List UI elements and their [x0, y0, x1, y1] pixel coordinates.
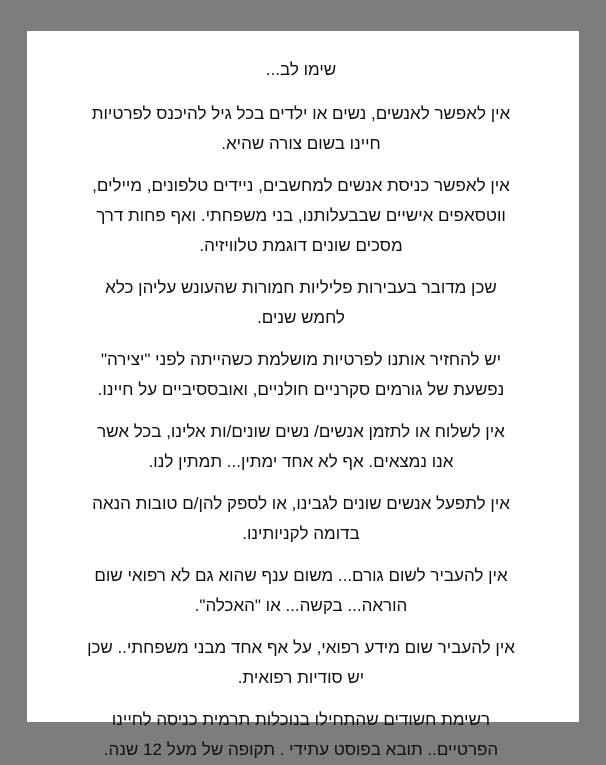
paragraph-6: אין לתפעל אנשים שונים לגבינו, או לספק להן/ם טובות הנאה בדומה לקניותינו. [92, 494, 510, 543]
paragraph-4: יש להחזיר אותנו לפרטיות מושלמת כשהייתה לפני "יצירה" נפשעת של גורמים סקרניים חולניים, ואובססיביים על חיינו. [97, 350, 505, 399]
paragraph-9: רשימת חשודים שהתחילו בנוכלות תרמית כניסה לחיינו הפרטיים.. תובא בפוסט עתידי . תקופה של מעל 12 שנה. [103, 710, 499, 759]
paragraph-3: שכן מדובר בעבירות פליליות חמורות שהעונש עליהן כלא לחמש שנים. [105, 278, 497, 327]
document-page [27, 31, 579, 759]
paragraph-2: אין לאפשר כניסת אנשים למחשבים, ניידים טלפונים, מיילים, ווטסאפים אישיים שבבעלותנו, בני משפחתי. ואף פחות דרך מסכים שונים דוגמת טלוויזיה. [92, 176, 510, 255]
paragraph-5: אין לשלוח או לתזמן אנשים/ נשים שונים/ות אלינו, בכל אשר אנו נמצאים. אף לא אחד ימתין... תמתין לנו. [97, 422, 505, 471]
paragraph-1: אין לאפשר לאנשים, נשים או ילדים בכל גיל להיכנס לפרטיות חיינו בשום צורה שהיא. [91, 104, 511, 153]
paragraph-8: אין להעביר שום מידע רפואי, על אף אחד מבני משפחתי.. שכן יש סודיות רפואית. [87, 638, 515, 687]
paragraph-7: אין להעביר לשום גורם... משום ענף שהוא גם לא רפואי שום הוראה... בקשה... או "האכלה". [94, 566, 508, 615]
document-title: שימו לב... [265, 60, 337, 79]
